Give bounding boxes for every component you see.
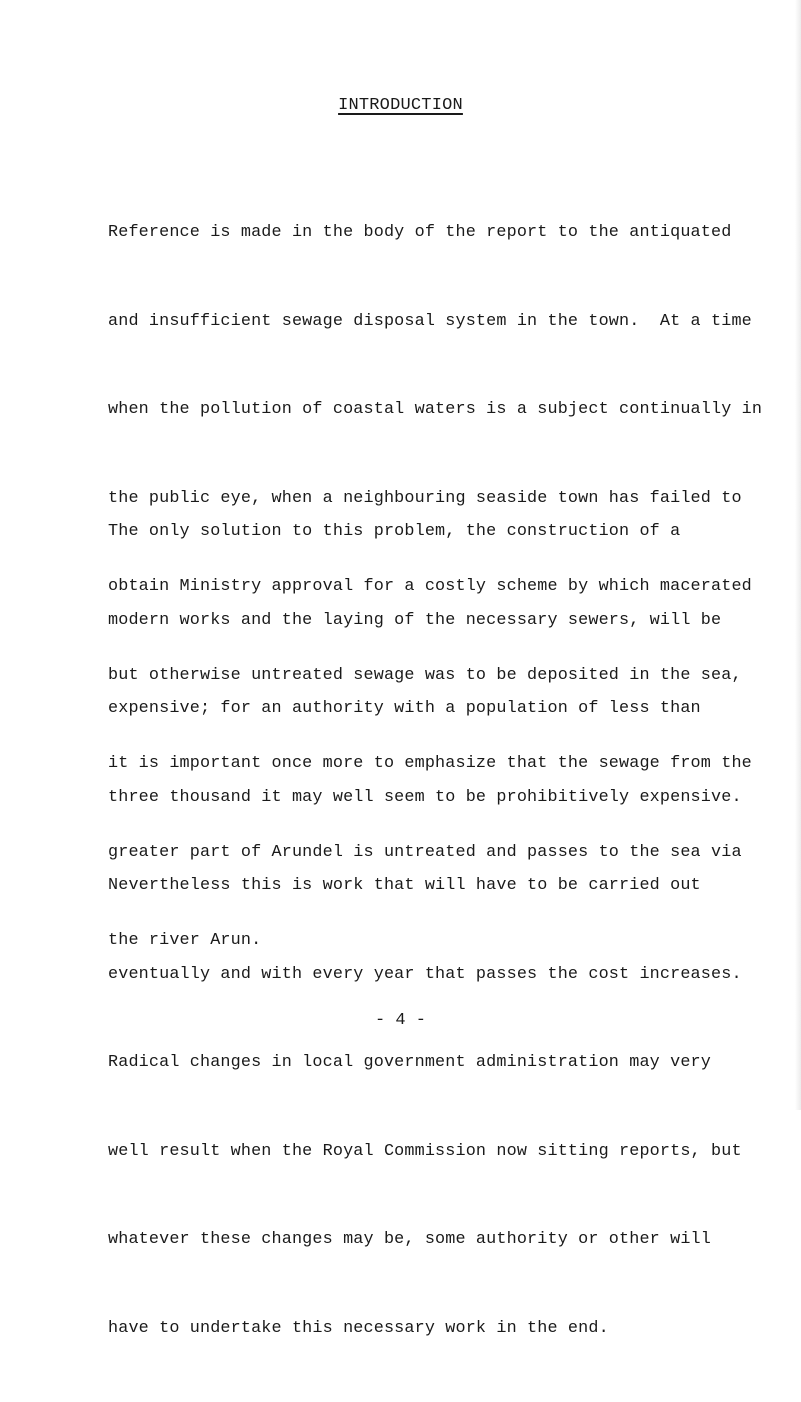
text-line: it is important once more to emphasize that the sewage from the <box>108 754 752 773</box>
text-line: Nevertheless this is work that will have to be carried out <box>108 876 701 895</box>
text-line: whatever these changes may be, some authority or other will <box>108 1230 712 1249</box>
page-number: - 4 - <box>374 1011 426 1030</box>
text-line: well result when the Royal Commission now sitting reports, but <box>108 1141 742 1161</box>
text-line: have to undertake this necessary work in the end. <box>108 1318 609 1338</box>
text-line: Radical changes in local government administration may very <box>108 1053 712 1072</box>
heading-text: INTRODUCTION <box>338 96 463 115</box>
text-line: the public eye, when a neighbouring seaside town has failed to <box>108 488 742 508</box>
text-line: expensive; for an authority with a population of less than <box>108 699 701 718</box>
text-line: modern works and the laying of the necessary sewers, will be <box>108 610 722 630</box>
text-line: three thousand it may well seem to be prohibitively expensive. <box>108 787 742 807</box>
text-line: eventually and with every year that passes the cost increases. <box>108 964 742 984</box>
text-line: but otherwise untreated sewage was to be deposited in the sea, <box>108 665 742 685</box>
paragraph-2 <box>108 458 788 1402</box>
text-line: and insufficient sewage disposal system in the town. At a time <box>108 311 752 331</box>
text-line: when the pollution of coastal waters is a subject continually in <box>108 400 763 419</box>
page-title <box>0 95 801 117</box>
text-line: The only solution to this problem, the construction of a <box>108 522 681 541</box>
text-line: obtain Ministry approval for a costly scheme by which macerated <box>108 577 752 596</box>
text-line: greater part of Arundel is untreated and passes to the sea via <box>108 842 742 862</box>
text-line: Reference is made in the body of the report to the antiquated <box>108 223 732 242</box>
page-edge-shadow <box>795 0 801 1110</box>
text-line: the river Arun. <box>108 931 262 950</box>
